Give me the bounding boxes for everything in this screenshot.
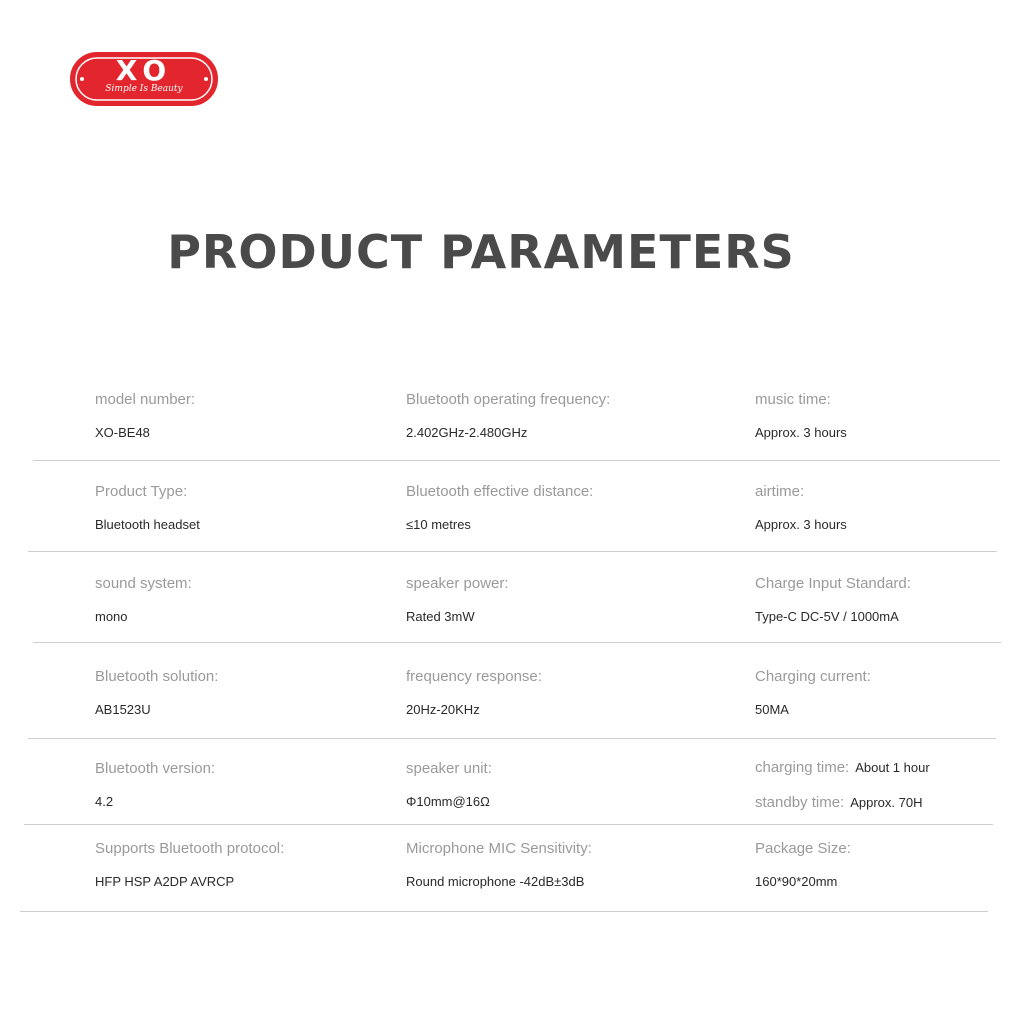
param-label: charging time: — [755, 759, 850, 776]
param-value: Approx. 3 hours — [755, 517, 847, 532]
param-value: HFP HSP A2DP AVRCP — [95, 874, 235, 889]
row-divider — [33, 460, 1000, 461]
row-divider — [24, 824, 993, 825]
param-label: frequency response: — [406, 668, 542, 685]
row-divider — [33, 642, 1001, 643]
param-label: Bluetooth version: — [95, 760, 216, 777]
logo-tagline: Simple Is Beauty — [105, 84, 183, 94]
param-value: Rated 3mW — [406, 609, 475, 624]
param-row — [0, 574, 1024, 666]
param-label: speaker power: — [406, 575, 509, 592]
param-row — [0, 482, 1024, 574]
param-row — [0, 390, 1024, 482]
param-label: Product Type: — [95, 483, 188, 500]
param-value: Approx. 3 hours — [755, 425, 847, 440]
param-value: XO-BE48 — [95, 425, 150, 440]
param-label: Supports Bluetooth protocol: — [95, 840, 285, 857]
param-label: speaker unit: — [406, 760, 492, 777]
row-divider — [28, 551, 997, 552]
row-divider — [28, 738, 996, 739]
charging-time-pair — [755, 759, 930, 777]
param-label: Bluetooth solution: — [95, 668, 219, 685]
param-label: sound system: — [95, 575, 192, 592]
param-value: 50MA — [755, 702, 789, 717]
param-value: mono — [95, 609, 128, 624]
param-value: 2.402GHz-2.480GHz — [406, 425, 528, 440]
param-label: Bluetooth effective distance: — [406, 483, 594, 500]
param-value: 160*90*20mm — [755, 874, 838, 889]
param-value: About 1 hour — [855, 760, 930, 775]
param-label: music time: — [755, 391, 831, 408]
param-label: Charging current: — [755, 668, 871, 685]
param-label: Bluetooth operating frequency: — [406, 391, 611, 408]
param-label: airtime: — [755, 483, 805, 500]
param-value: Approx. 70H — [850, 795, 923, 810]
param-label: model number: — [95, 391, 196, 408]
param-row — [0, 667, 1024, 759]
param-value: Round microphone -42dB±3dB — [406, 874, 585, 889]
param-value: Bluetooth headset — [95, 517, 200, 532]
param-label: standby time: — [755, 794, 845, 811]
param-value: ≤10 metres — [406, 517, 471, 532]
page-title: PRODUCT PARAMETERS — [167, 225, 795, 279]
standby-time-pair — [755, 794, 922, 812]
param-row — [0, 839, 1024, 931]
param-value: 4.2 — [95, 794, 114, 809]
param-value: Type-C DC-5V / 1000mA — [755, 609, 899, 624]
param-value: 20Hz-20KHz — [406, 702, 480, 717]
logo-mark: XO — [115, 54, 173, 87]
param-row — [0, 759, 1024, 851]
param-label: Charge Input Standard: — [755, 575, 911, 592]
param-label: Microphone MIC Sensitivity: — [406, 840, 592, 857]
row-divider — [20, 911, 988, 912]
param-value: Φ10mm@16Ω — [406, 794, 490, 809]
param-label: Package Size: — [755, 840, 851, 857]
param-value: AB1523U — [95, 702, 151, 717]
brand-logo — [70, 52, 218, 106]
